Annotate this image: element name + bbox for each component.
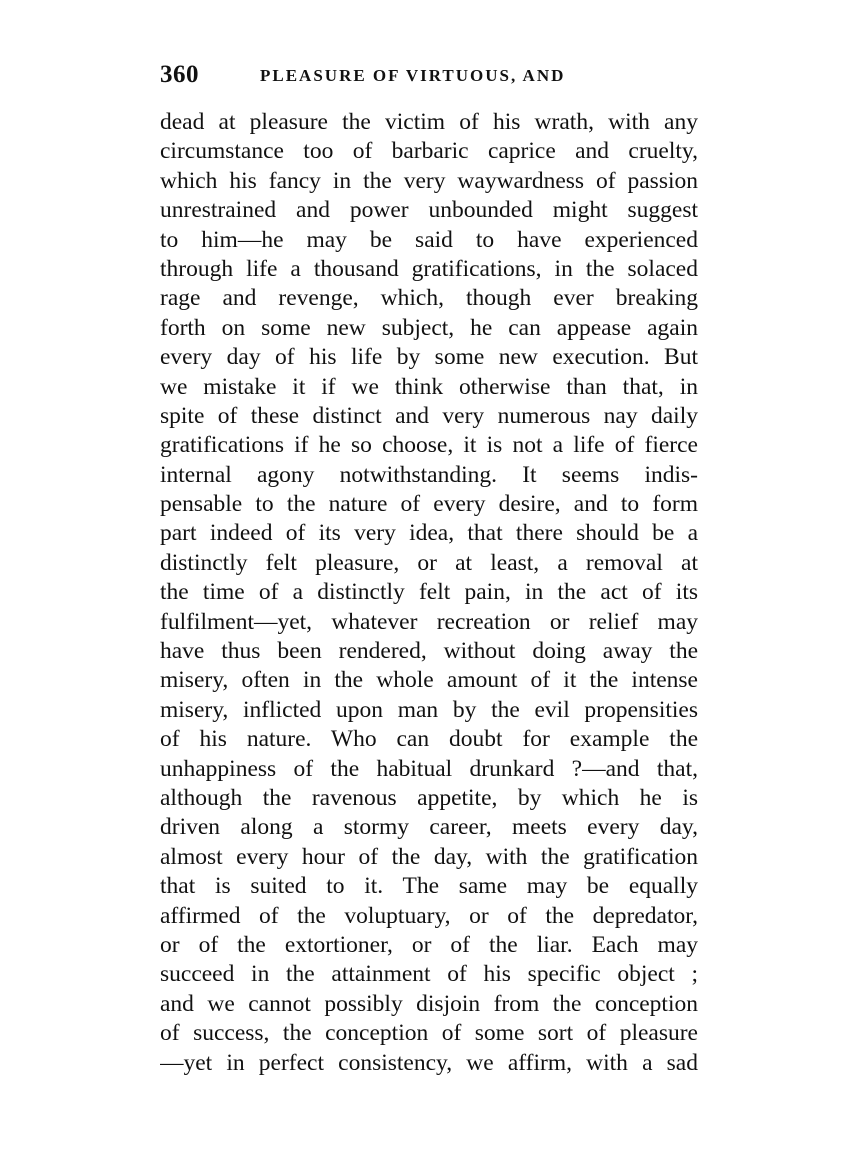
text-line: that is suited to it. The same may be equally xyxy=(160,873,698,900)
text-line: although the ravenous appetite, by which he is xyxy=(160,784,698,811)
page-number: 360 xyxy=(160,61,199,88)
text-line: forth on some new subject, he can appease again xyxy=(160,314,698,341)
text-line: or of the extortioner, or of the liar. Each may xyxy=(160,931,698,958)
text-line: and we cannot possibly disjoin from the conception xyxy=(160,990,698,1017)
text-line: to him—he may be said to have experienced xyxy=(160,226,698,253)
text-line: distinctly felt pleasure, or at least, a removal at xyxy=(160,549,698,576)
text-line: we mistake it if we think otherwise than that, in xyxy=(160,373,698,400)
text-line: gratifications if he so choose, it is not a life of fierce xyxy=(160,432,698,459)
text-line: driven along a stormy career, meets every day, xyxy=(160,814,698,841)
text-line: through life a thousand gratifications, in the solaced xyxy=(160,255,698,282)
text-line: the time of a distinctly felt pain, in the act of its xyxy=(160,579,698,606)
text-line: misery, inflicted upon man by the evil propensities xyxy=(160,696,698,723)
text-line: —yet in perfect consistency, we affirm, with a sad xyxy=(160,1049,698,1076)
text-line: every day of his life by some new execution. But xyxy=(160,344,698,371)
text-line: affirmed of the voluptuary, or of the depredator, xyxy=(160,902,698,929)
text-line: circumstance too of barbaric caprice and cruelty, xyxy=(160,138,698,165)
text-line: part indeed of its very idea, that there should be a xyxy=(160,520,698,547)
text-line: misery, often in the whole amount of it the intense xyxy=(160,667,698,694)
text-line: unhappiness of the habitual drunkard ?—and that, xyxy=(160,755,698,782)
text-line: fulfilment—yet, whatever recreation or relief may xyxy=(160,608,698,635)
text-line: have thus been rendered, without doing away the xyxy=(160,638,698,665)
text-line: succeed in the attainment of his specific object ; xyxy=(160,961,698,988)
text-line: of success, the conception of some sort of pleasure xyxy=(160,1020,698,1047)
text-line: of his nature. Who can doubt for example the xyxy=(160,726,698,753)
text-line: unrestrained and power unbounded might suggest xyxy=(160,197,698,224)
body-text xyxy=(160,108,698,1078)
text-line: internal agony notwithstanding. It seems indis- xyxy=(160,461,698,488)
running-title: PLEASURE OF VIRTUOUS, AND xyxy=(260,66,566,85)
text-line: dead at pleasure the victim of his wrath, with any xyxy=(160,109,698,135)
text-line: which his fancy in the very waywardness of passion xyxy=(160,167,698,194)
text-line: pensable to the nature of every desire, and to form xyxy=(160,491,698,518)
running-head xyxy=(160,60,700,90)
text-line: rage and revenge, which, though ever breaking xyxy=(160,285,698,312)
text-line: spite of these distinct and very numerous nay daily xyxy=(160,402,698,429)
text-line: almost every hour of the day, with the gratification xyxy=(160,843,698,870)
